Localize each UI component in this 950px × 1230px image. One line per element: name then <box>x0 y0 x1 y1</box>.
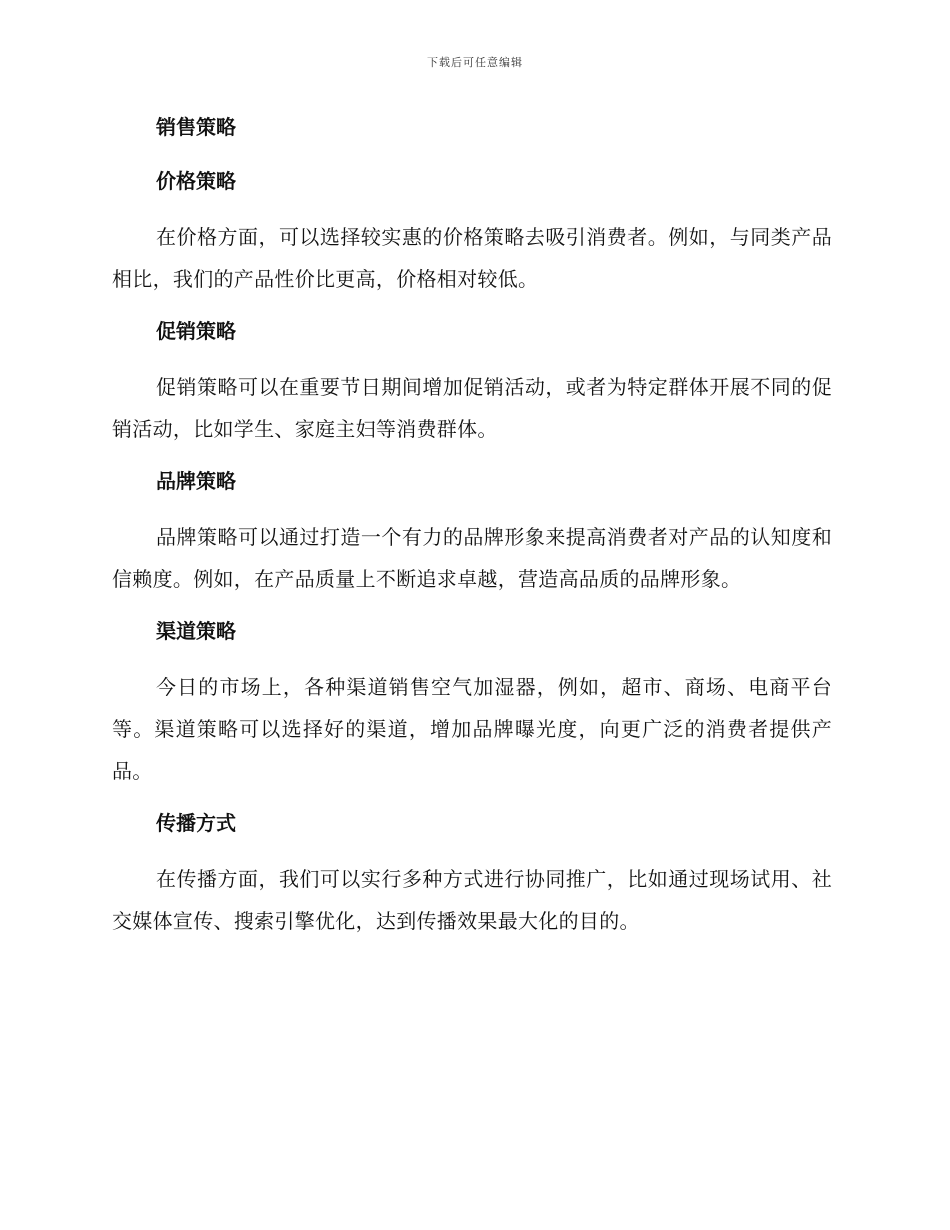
section-body-price: 在价格方面，可以选择较实惠的价格策略去吸引消费者。例如，与同类产品相比，我们的产品性价比更高，价格相对较低。 <box>112 225 832 291</box>
section-body-communication: 在传播方面，我们可以实行多种方式进行协同推广，比如通过现场试用、社交媒体宣传、搜索引擎优化，达到传播效果最大化的目的。 <box>112 867 832 933</box>
section-heading-price: 价格策略 <box>156 169 236 193</box>
section-heading-channel: 渠道策略 <box>156 619 236 643</box>
document-content <box>112 108 832 954</box>
section-heading-communication: 传播方式 <box>156 811 236 835</box>
section-body-brand: 品牌策略可以通过打造一个有力的品牌形象来提高消费者对产品的认知度和信赖度。例如，在产品质量上不断追求卓越，营造高品质的品牌形象。 <box>112 525 832 591</box>
section-body-channel: 今日的市场上，各种渠道销售空气加湿器，例如，超市、商场、电商平台等。渠道策略可以选择好的渠道，增加品牌曝光度，向更广泛的消费者提供产品。 <box>112 675 832 783</box>
header-note: 下载后可任意编辑 <box>427 56 523 69</box>
section-heading-brand: 品牌策略 <box>156 469 236 493</box>
section-body-promotion: 促销策略可以在重要节日期间增加促销活动，或者为特定群体开展不同的促销活动，比如学生、家庭主妇等消费群体。 <box>112 375 832 441</box>
section-heading-sales: 销售策略 <box>156 115 236 139</box>
section-heading-promotion: 促销策略 <box>156 319 236 343</box>
